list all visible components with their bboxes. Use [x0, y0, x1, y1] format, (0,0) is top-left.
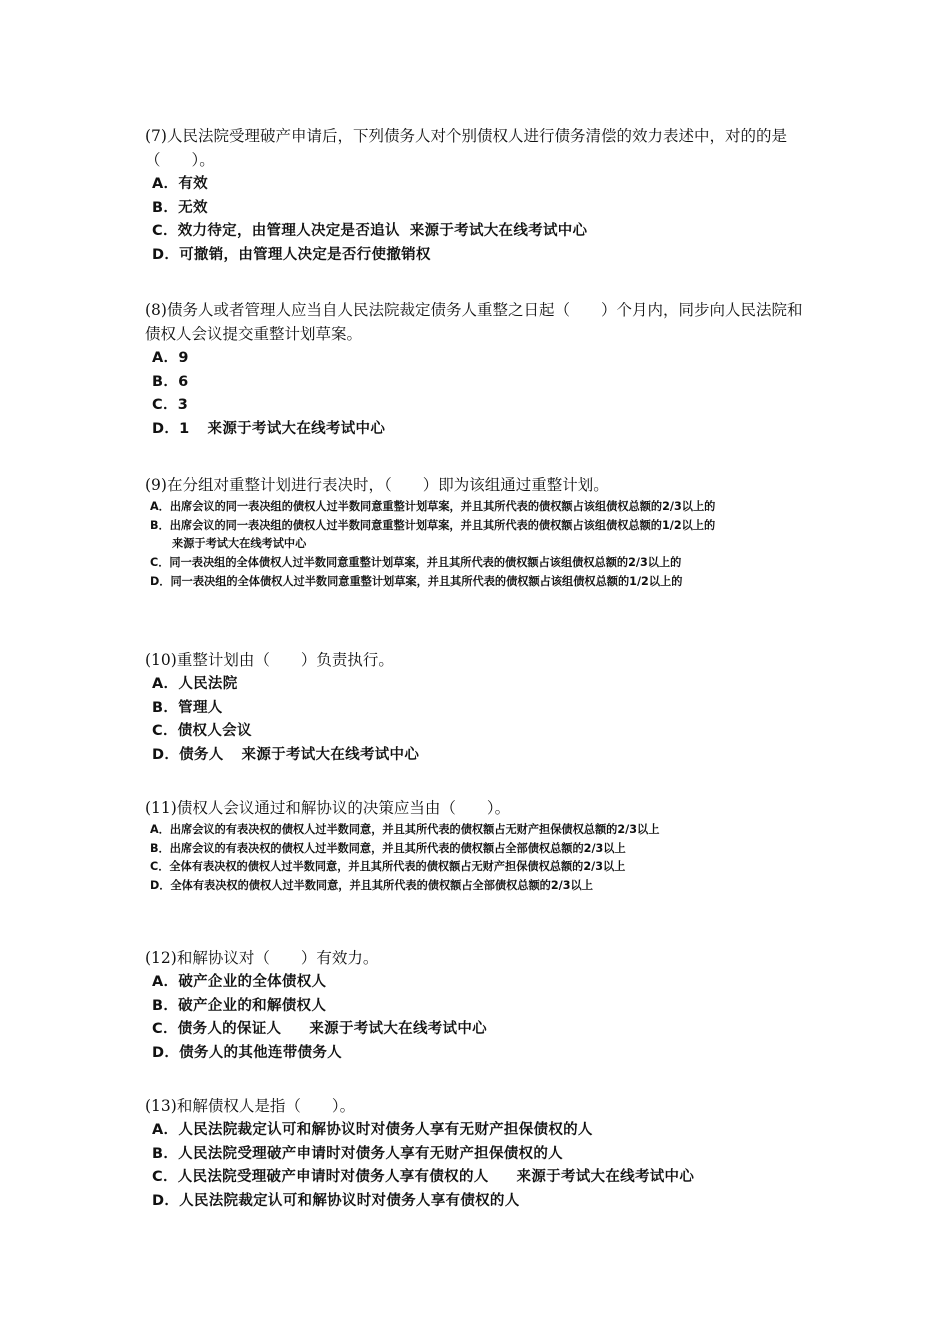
question-stem: (13)和解债权人是指（ ）。: [145, 1097, 356, 1115]
option-a: A．人民法院: [152, 676, 238, 692]
question-7: [145, 124, 810, 267]
option-d: D．1 来源于考试大在线考试中心: [152, 418, 810, 442]
question-10: [145, 648, 810, 767]
question-stem: (12)和解协议对（ ）有效力。: [145, 949, 379, 967]
question-12: [145, 946, 810, 1065]
question-stem: (7)人民法院受理破产申请后，下列债务人对个别债权人进行债务清偿的效力表述中，对的的是（ ）。: [145, 127, 787, 169]
option-c: C．3: [152, 397, 189, 414]
option-c: C．人民法院受理破产申请时对债务人享有债权的人 来源于考试大在线考试中心: [152, 1166, 810, 1190]
question-stem: (9)在分组对重整计划进行表决时，（ ）即为该组通过重整计划。: [145, 476, 609, 494]
option-d: D．同一表决组的全体债权人过半数同意重整计划草案，并且其所代表的债权额占该组债权总额的1/2以上的: [150, 574, 683, 588]
option-b: B．无效: [152, 199, 208, 216]
option-a: A．有效: [152, 176, 208, 192]
watermark-text: 来源于考试大在线考试中心: [409, 223, 588, 240]
option-d: D．债务人 来源于考试大在线考试中心: [152, 744, 810, 768]
option-c: C．全体有表决权的债权人过半数同意，并且其所代表的债权额占无财产担保债权总额的2/3以上: [150, 860, 626, 874]
option-d: D．可撤销，由管理人决定是否行使撤销权: [152, 246, 431, 263]
option-d: D．债务人的其他连带债务人: [152, 1044, 342, 1061]
option-a: A．9: [152, 350, 189, 366]
question-stem: (8)债务人或者管理人应当自人民法院裁定债务人重整之日起（ ）个月内，同步向人民法院和债权人会议提交重整计划草案。: [145, 301, 803, 343]
option-a: A．破产企业的全体债权人: [152, 974, 327, 990]
question-stem: (11)债权人会议通过和解协议的决策应当由（ ）。: [145, 799, 511, 817]
option-b: B．出席会议的有表决权的债权人过半数同意，并且其所代表的债权额占全部债权总额的2/3以上: [150, 841, 626, 855]
question-11: [145, 796, 810, 896]
question-stem: (10)重整计划由（ ）负责执行。: [145, 651, 394, 669]
option-a: A．人民法院裁定认可和解协议时对债务人享有无财产担保债权的人: [152, 1122, 593, 1138]
option-b: B．出席会议的同一表决组的债权人过半数同意重整计划草案，并且其所代表的债权额占该组债权总额的1/2以上的来源于考试大在线考试中心: [150, 517, 810, 554]
option-c: C．债务人的保证人 来源于考试大在线考试中心: [152, 1018, 810, 1042]
watermark-text: 来源于考试大在线考试中心: [241, 746, 420, 763]
question-8: [145, 298, 810, 441]
watermark-text: 来源于考试大在线考试中心: [207, 420, 386, 437]
option-b: B．6: [152, 373, 189, 390]
option-b: B．管理人: [152, 699, 223, 716]
option-d: D．人民法院裁定认可和解协议时对债务人享有债权的人: [152, 1192, 520, 1209]
option-c: C．效力待定，由管理人决定是否追认 来源于考试大在线考试中心: [152, 220, 810, 244]
option-c: C．同一表决组的全体债权人过半数同意重整计划草案，并且其所代表的债权额占该组债权总额的2/3以上的: [150, 556, 682, 570]
question-9: [145, 473, 810, 592]
option-a: A．出席会议的有表决权的债权人过半数同意，并且其所代表的债权额占无财产担保债权总额的2/3以上: [150, 823, 660, 836]
option-d: D．全体有表决权的债权人过半数同意，并且其所代表的债权额占全部债权总额的2/3以上: [150, 879, 593, 893]
option-b: B．破产企业的和解债权人: [152, 997, 327, 1014]
option-c: C．债权人会议: [152, 723, 252, 740]
watermark-text: 来源于考试大在线考试中心: [309, 1021, 487, 1038]
option-a: A．出席会议的同一表决组的债权人过半数同意重整计划草案，并且其所代表的债权额占该组债权总额的2/3以上的: [150, 500, 716, 513]
question-13: [145, 1094, 810, 1213]
watermark-text: 来源于考试大在线考试中心: [516, 1169, 695, 1186]
option-b: B．人民法院受理破产申请时对债务人享有无财产担保债权的人: [152, 1145, 563, 1162]
watermark-text: 来源于考试大在线考试中心: [172, 537, 307, 551]
